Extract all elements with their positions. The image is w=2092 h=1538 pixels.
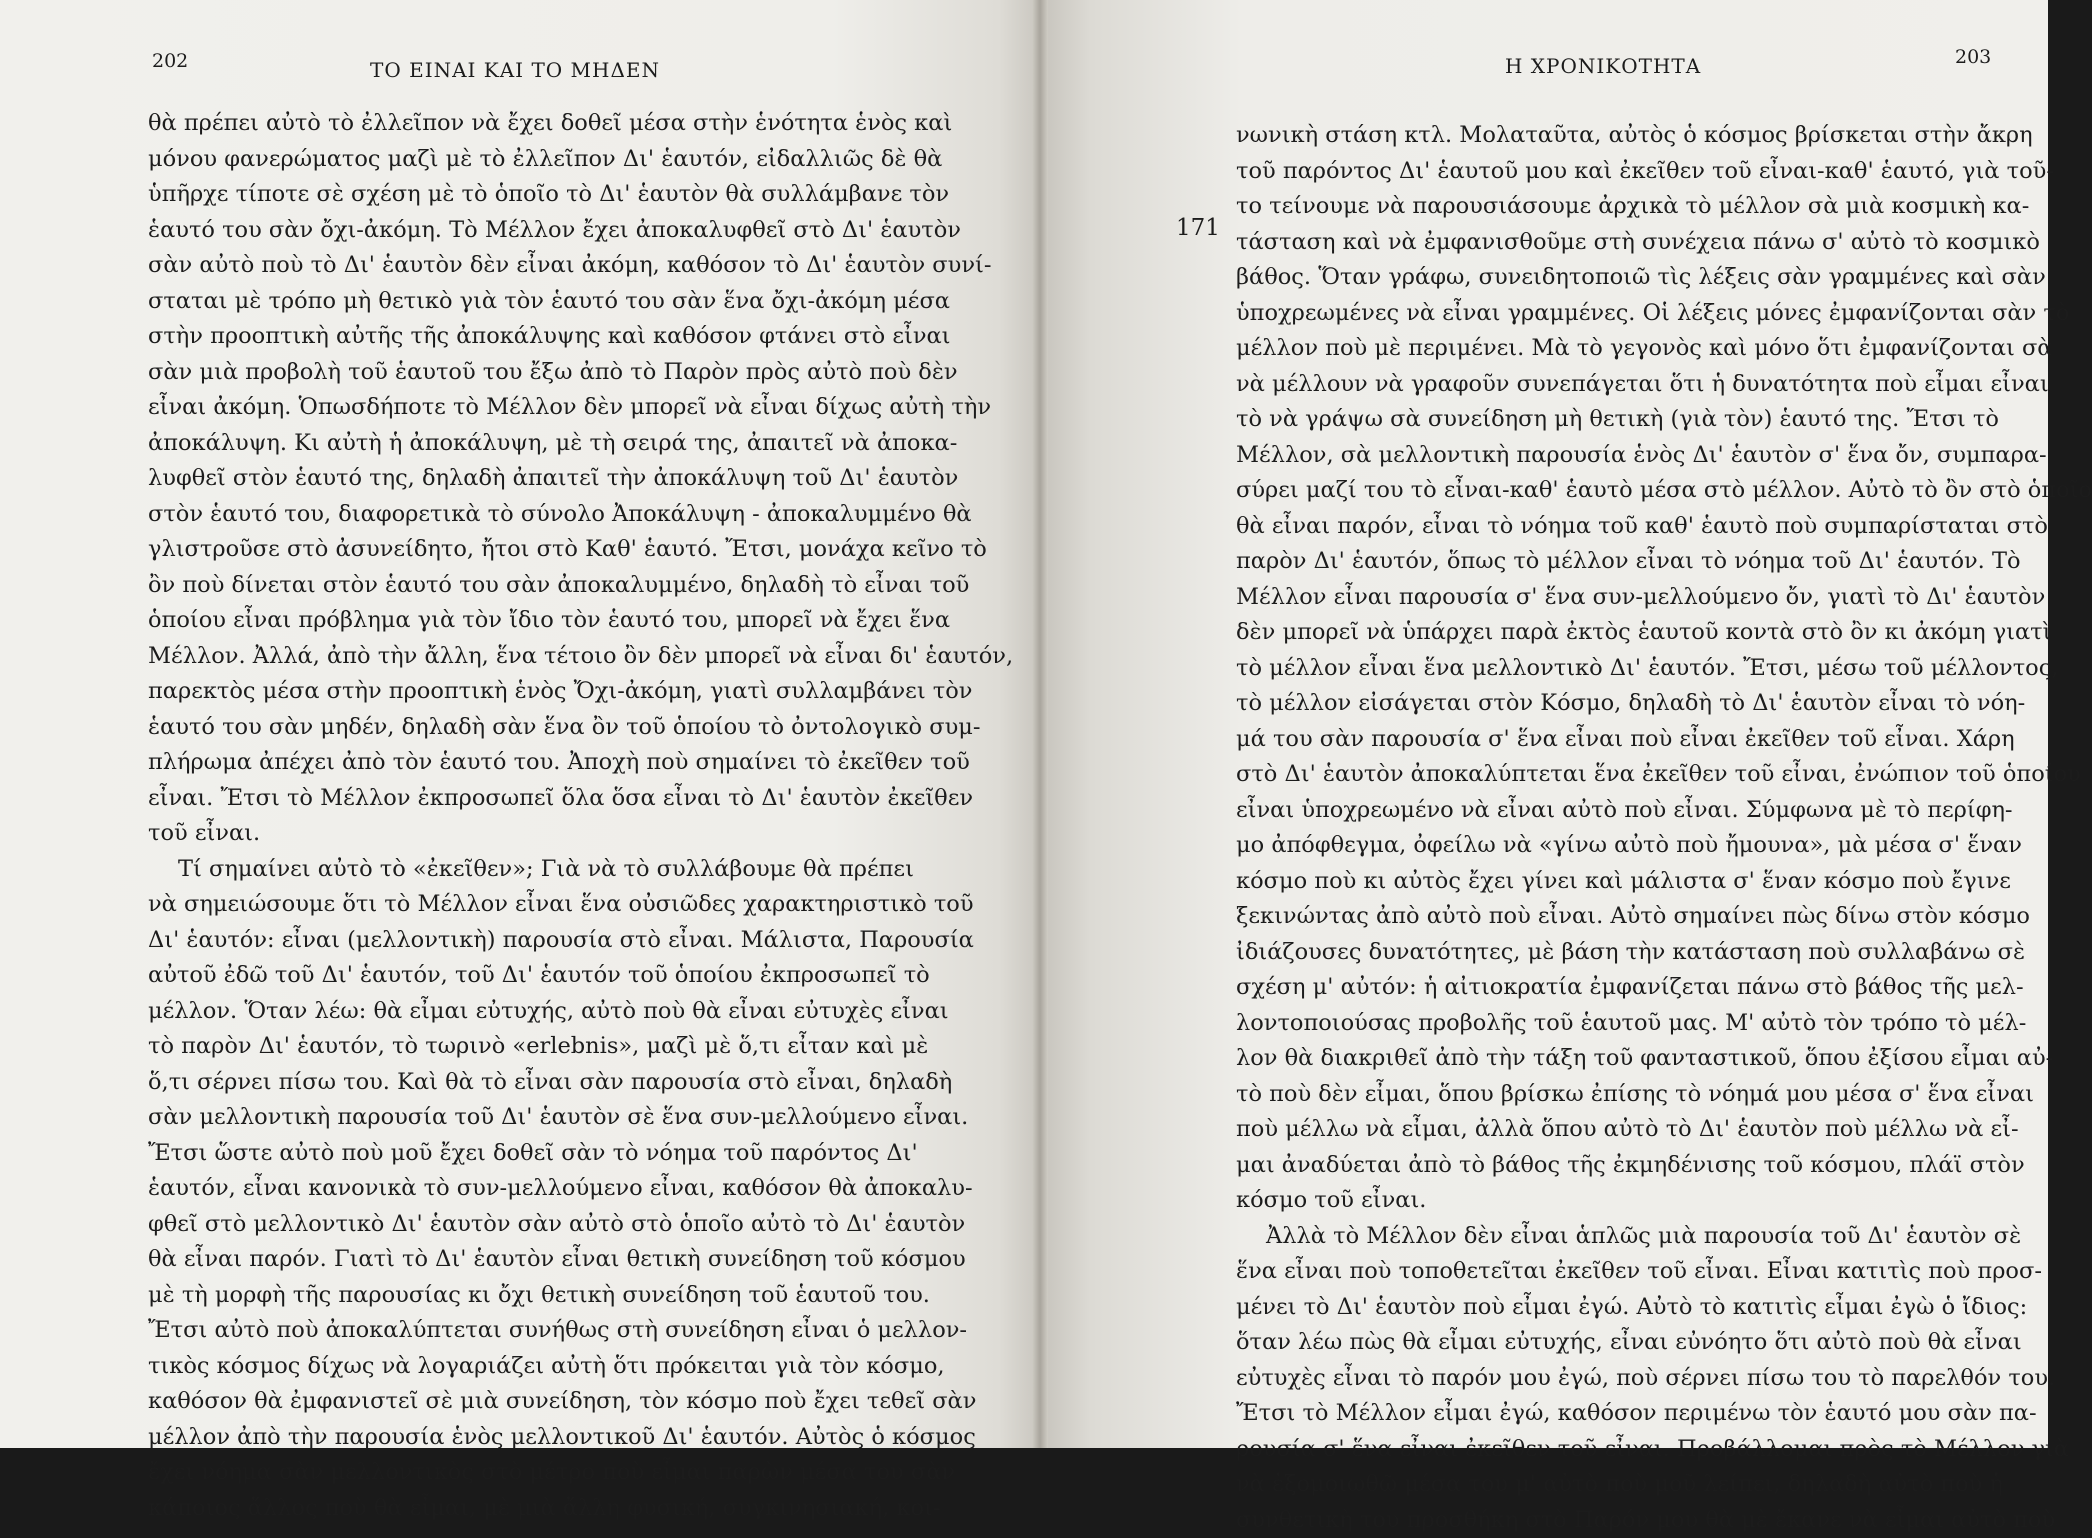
text-line: μά του σὰν παρουσία σ' ἕνα εἶναι ποὺ εἶναι ἐκεῖθεν τοῦ εἶναι. Χάρη bbox=[1236, 722, 2024, 758]
text-line: θὰ πρέπει αὐτὸ τὸ ἐλλεῖπον νὰ ἔχει δοθεῖ μέσα στὴν ἑνότητα ἑνὸς καὶ bbox=[148, 106, 918, 142]
text-line: ὅταν λέω πὼς θὰ εἶμαι εὐτυχής, εἶναι εὐνόητο ὅτι αὐτὸ ποὺ θὰ εἶναι bbox=[1236, 1325, 2024, 1361]
text-line: σταται μὲ τρόπο μὴ θετικὸ γιὰ τὸν ἑαυτό του σὰν ἕνα ὄχι-ἀκόμη μέσα bbox=[148, 284, 918, 320]
text-line: Μέλλον εἶναι παρουσία σ' ἕνα συν-μελλούμενο ὄν, γιατὶ τὸ Δι' ἑαυτὸν bbox=[1236, 580, 2024, 616]
text-line: τὸ μέλλον εἶναι ἕνα μελλοντικὸ Δι' ἑαυτόν. Ἔτσι, μέσω τοῦ μέλλοντος, bbox=[1236, 651, 2024, 687]
text-line: ἰδιάζουσες δυνατότητες, μὲ βάση τὴν κατάσταση ποὺ συλλαβάνω σὲ bbox=[1236, 935, 2024, 971]
text-line: τοῦ παρόντος Δι' ἑαυτοῦ μου καὶ ἐκεῖθεν τοῦ εἶναι-καθ' ἑαυτό, γιὰ τοῦ- bbox=[1236, 154, 2024, 190]
text-line: τὸ μέλλον εἰσάγεται στὸν Κόσμο, δηλαδὴ τὸ Δι' ἑαυτὸν εἶναι τὸ νόη- bbox=[1236, 686, 2024, 722]
text-line: νὰ ἐξομοιωθῶ μέσα του μ' αὐτὸ ποὺ μοῦ λείπει, δηλαδὴ αὐτὸ ποὺ ἡ bbox=[1236, 1467, 2024, 1503]
book-gutter bbox=[1032, 0, 1048, 1448]
text-line: σὰν μελλοντικὴ παρουσία τοῦ Δι' ἑαυτὸν σὲ ἕνα συν-μελλούμενο εἶναι. bbox=[148, 1100, 918, 1136]
text-line: εἶναι ὑποχρεωμένο νὰ εἶναι αὐτὸ ποὺ εἶναι. Σύμφωνα μὲ τὸ περίφη- bbox=[1236, 793, 2024, 829]
text-line: κάποιος ἄλλος ποὺ θὰ εἶμαι, μὲ μιὰ ἄλλη φυσική, συγκινησιακή, κοι- bbox=[148, 1491, 918, 1527]
text-line: σύρει μαζί του τὸ εἶναι-καθ' ἑαυτὸ μέσα στὸ μέλλον. Αὐτὸ τὸ ὂν στὸ ὁποῖο bbox=[1236, 473, 2024, 509]
text-line: τάσταση καὶ νὰ ἐμφανισθοῦμε στὴ συνέχεια πάνω σ' αὐτὸ τὸ κοσμικὸ bbox=[1236, 225, 2024, 261]
text-line: Ἔτσι τὸ Μέλλον εἶμαι ἐγώ, καθόσον περιμένω τὸν ἑαυτό μου σὰν πα- bbox=[1236, 1396, 2024, 1432]
text-line: μέλλον ἀπὸ τὴν παρουσία ἑνὸς μελλοντικοῦ Δι' ἑαυτόν. Αὐτὸς ὁ κόσμος bbox=[148, 1420, 918, 1456]
text-line: Ἔτσι αὐτὸ ποὺ ἀποκαλύπτεται συνήθως στὴ συνείδηση εἶναι ὁ μελλον- bbox=[148, 1313, 918, 1349]
text-line: Δι' ἑαυτόν: εἶναι (μελλοντικὴ) παρουσία στὸ εἶναι. Μάλιστα, Παρουσία bbox=[148, 923, 918, 959]
text-line: συνθετικὴ του προσθήκη στὸ Παρόν μου θὰ μὲ ἔκανε νὰ εἶμαι αὐτὸ ποὺ bbox=[1236, 1503, 2024, 1538]
text-line: ὅ,τι σέρνει πίσω του. Καὶ θὰ τὸ εἶναι σὰν παρουσία στὸ εἶναι, δηλαδὴ bbox=[148, 1065, 918, 1101]
text-line: Μέλλον. Ἀλλά, ἀπὸ τὴν ἄλλη, ἕνα τέτοιο ὂν δὲν μπορεῖ νὰ εἶναι δι' ἑαυτόν, bbox=[148, 639, 918, 675]
margin-page-reference: 171 bbox=[1176, 215, 1220, 241]
text-line: τὸ νὰ γράψω σὰ συνείδηση μὴ θετικὴ (γιὰ τὸν) ἑαυτό της. Ἔτσι τὸ bbox=[1236, 402, 2024, 438]
text-line: ἑαυτό του σὰν μηδέν, δηλαδὴ σὰν ἕνα ὂν τοῦ ὁποίου τὸ ὀντολογικὸ συμ- bbox=[148, 710, 918, 746]
text-line: ἑαυτό του σὰν ὄχι-ἀκόμη. Τὸ Μέλλον ἔχει ἀποκαλυφθεῖ στὸ Δι' ἑαυτὸν bbox=[148, 213, 918, 249]
text-line: νὰ σημειώσουμε ὅτι τὸ Μέλλον εἶναι ἕνα οὐσιῶδες χαρακτηριστικὸ τοῦ bbox=[148, 887, 918, 923]
text-line: μέλλον. Ὅταν λέω: θὰ εἶμαι εὐτυχής, αὐτὸ ποὺ θὰ εἶναι εὐτυχὲς εἶναι bbox=[148, 994, 918, 1030]
text-line: κόσμο ποὺ κι αὐτὸς ἔχει γίνει καὶ μάλιστα σ' ἕναν κόσμο ποὺ ἔγινε bbox=[1236, 864, 2024, 900]
text-line: ὑποχρεωμένες νὰ εἶναι γραμμένες. Οἱ λέξεις μόνες ἐμφανίζονται σὰν τὸ bbox=[1236, 296, 2024, 332]
text-line: μο ἀπόφθεγμα, ὀφείλω νὰ «γίνω αὐτὸ ποὺ ἤμουνα», μὰ μέσα σ' ἕναν bbox=[1236, 828, 2024, 864]
text-line: βάθος. Ὅταν γράφω, συνειδητοποιῶ τὶς λέξεις σὰν γραμμένες καὶ σὰν bbox=[1236, 260, 2024, 296]
text-line: δὲν μπορεῖ νὰ ὑπάρχει παρὰ ἐκτὸς ἑαυτοῦ κοντὰ στὸ ὂν κι ἀκόμη γιατὶ bbox=[1236, 615, 2024, 651]
text-line: το τείνουμε νὰ παρουσιάσουμε ἀρχικὰ τὸ μέλλον σὰ μιὰ κοσμικὴ κα- bbox=[1236, 189, 2024, 225]
text-line: ξεκινώντας ἀπὸ αὐτὸ ποὺ εἶναι. Αὐτὸ σημαίνει πὼς δίνω στὸν κόσμο bbox=[1236, 899, 2024, 935]
text-line: σχέση μ' αὐτόν: ἡ αἰτιοκρατία ἐμφανίζεται πάνω στὸ βάθος τῆς μελ- bbox=[1236, 970, 2024, 1006]
text-line: ὁποίου εἶναι πρόβλημα γιὰ τὸν ἴδιο τὸν ἑαυτό του, μπορεῖ νὰ ἔχει ἕνα bbox=[148, 603, 918, 639]
text-line: μόνου φανερώματος μαζὶ μὲ τὸ ἐλλεῖπον Δι' ἑαυτόν, εἰδαλλιῶς δὲ θὰ bbox=[148, 142, 918, 178]
text-line: θὰ εἶναι παρόν. Γιατὶ τὸ Δι' ἑαυτὸν εἶναι θετικὴ συνείδηση τοῦ κόσμου bbox=[148, 1242, 918, 1278]
text-line: εἶναι. Ἔτσι τὸ Μέλλον ἐκπροσωπεῖ ὅλα ὅσα εἶναι τὸ Δι' ἑαυτὸν ἐκεῖθεν bbox=[148, 781, 918, 817]
text-line: Ἀλλὰ τὸ Μέλλον δὲν εἶναι ἁπλῶς μιὰ παρουσία τοῦ Δι' ἑαυτὸν σὲ bbox=[1236, 1219, 2024, 1255]
text-line: παρὸν Δι' ἑαυτόν, ὅπως τὸ μέλλον εἶναι τὸ νόημα τοῦ Δι' ἑαυτόν. Τὸ bbox=[1236, 544, 2024, 580]
text-line: παρεκτὸς μέσα στὴν προοπτικὴ ἑνὸς Ὄχι-ἀκόμη, γιατὶ συλλαμβάνει τὸν bbox=[148, 674, 918, 710]
text-line: καθόσον θὰ ἐμφανιστεῖ σὲ μιὰ συνείδηση, τὸν κόσμο ποὺ ἔχει τεθεῖ σὰν bbox=[148, 1384, 918, 1420]
text-line: Μέλλον, σὰ μελλοντικὴ παρουσία ἑνὸς Δι' ἑαυτὸν σ' ἕνα ὄν, συμπαρα- bbox=[1236, 438, 2024, 474]
text-line: φθεῖ στὸ μελλοντικὸ Δι' ἑαυτὸν σὰν αὐτὸ στὸ ὁποῖο αὐτὸ τὸ Δι' ἑαυτὸν bbox=[148, 1207, 918, 1243]
text-line: εἶναι ἀκόμη. Ὁπωσδήποτε τὸ Μέλλον δὲν μπορεῖ νὰ εἶναι δίχως αὐτὴ τὴν bbox=[148, 390, 918, 426]
right-page-number: 203 bbox=[1955, 46, 2048, 68]
text-line: λυφθεῖ στὸν ἑαυτό της, δηλαδὴ ἀπαιτεῖ τὴν ἀποκάλυψη τοῦ Δι' ἑαυτὸν bbox=[148, 461, 918, 497]
text-line: λοντοποιούσας προβολῆς τοῦ ἑαυτοῦ μας. Μ' αὐτὸ τὸν τρόπο τὸ μέλ- bbox=[1236, 1006, 2024, 1042]
text-line: εὐτυχὲς εἶναι τὸ παρόν μου ἐγώ, ποὺ σέρνει πίσω του τὸ παρελθόν του. bbox=[1236, 1361, 2024, 1397]
text-line: λον θὰ διακριθεῖ ἀπὸ τὴν τάξη τοῦ φανταστικοῦ, ὅπου ἐξίσου εἶμαι αὐ- bbox=[1236, 1041, 2024, 1077]
text-line: στὸν ἑαυτό του, διαφορετικὰ τὸ σύνολο Ἀποκάλυψη - ἀποκαλυμμένο θὰ bbox=[148, 497, 918, 533]
right-text-block bbox=[1236, 118, 2024, 1538]
text-line: ἑαυτόν, εἶναι κανονικὰ τὸ συν-μελλούμενο εἶναι, καθόσον θὰ ἀποκαλυ- bbox=[148, 1171, 918, 1207]
right-page bbox=[1040, 0, 2048, 1448]
text-line: αὐτοῦ ἐδῶ τοῦ Δι' ἑαυτόν, τοῦ Δι' ἑαυτόν τοῦ ὁποίου ἐκπροσωπεῖ τὸ bbox=[148, 958, 918, 994]
text-line: κόσμο τοῦ εἶναι. bbox=[1236, 1183, 2024, 1219]
text-line: τοῦ εἶναι. bbox=[148, 816, 918, 852]
text-line: τὸ ποὺ δὲν εἶμαι, ὅπου βρίσκω ἐπίσης τὸ νόημά μου μέσα σ' ἕνα εἶναι bbox=[1236, 1077, 2024, 1113]
text-line: τικὸς κόσμος δίχως νὰ λογαριάζει αὐτὴ ὅτι πρόκειται γιὰ τὸν κόσμο, bbox=[148, 1349, 918, 1385]
text-line: γλιστροῦσε στὸ ἀσυνείδητο, ἤτοι στὸ Καθ' ἑαυτό. Ἔτσι, μονάχα κεῖνο τὸ bbox=[148, 532, 918, 568]
left-text-block bbox=[148, 106, 918, 1526]
text-line: στὴν προοπτικὴ αὐτῆς τῆς ἀποκάλυψης καὶ καθόσον φτάνει στὸ εἶναι bbox=[148, 319, 918, 355]
text-line: στὸ Δι' ἑαυτὸν ἀποκαλύπτεται ἕνα ἐκεῖθεν τοῦ εἶναι, ἐνώπιον τοῦ ὁποίου bbox=[1236, 757, 2024, 793]
text-line: τὸ παρὸν Δι' ἑαυτόν, τὸ τωρινὸ «erlebnis», μαζὶ μὲ ὅ,τι εἶταν καὶ μὲ bbox=[148, 1029, 918, 1065]
text-line: μέλλον ποὺ μὲ περιμένει. Μὰ τὸ γεγονὸς καὶ μόνο ὅτι ἐμφανίζονται σὰ bbox=[1236, 331, 2024, 367]
text-line: Τί σημαίνει αὐτὸ τὸ «ἐκεῖθεν»; Γιὰ νὰ τὸ συλλάβουμε θὰ πρέπει bbox=[148, 852, 918, 888]
text-line: ὂν ποὺ δίνεται στὸν ἑαυτό του σὰν ἀποκαλυμμένο, δηλαδὴ τὸ εἶναι τοῦ bbox=[148, 568, 918, 604]
text-line: ὑπῆρχε τίποτε σὲ σχέση μὲ τὸ ὁποῖο τὸ Δι' ἑαυτὸν θὰ συλλάμβανε τὸν bbox=[148, 177, 918, 213]
text-line: ἀποκάλυψη. Κι αὐτὴ ἡ ἀποκάλυψη, μὲ τὴ σειρά της, ἀπαιτεῖ νὰ ἀποκα- bbox=[148, 426, 918, 462]
left-page-number: 202 bbox=[152, 50, 188, 72]
text-line: Ἔτσι ὥστε αὐτὸ ποὺ μοῦ ἔχει δοθεῖ σὰν τὸ νόημα τοῦ παρόντος Δι' bbox=[148, 1136, 918, 1172]
text-line: σὰν αὐτὸ ποὺ τὸ Δι' ἑαυτὸν δὲν εἶναι ἀκόμη, καθόσον τὸ Δι' ἑαυτὸν συνί- bbox=[148, 248, 918, 284]
text-line: ρουσία σ' ἕνα εἶναι ἐκεῖθεν τοῦ εἶναι. Προβάλλομαι πρὸς τὸ Μέλλον γιὰ bbox=[1236, 1432, 2024, 1468]
text-line: μὲ τὴ μορφὴ τῆς παρουσίας κι ὄχι θετικὴ συνείδηση τοῦ ἑαυτοῦ του. bbox=[148, 1278, 918, 1314]
text-line: ἔχει νόημα σὰν μελλοντικὸς στὸ μέτρο ποὺ εἶμαι παρὼν μέσα του σὰν bbox=[148, 1455, 918, 1491]
text-line: μαι ἀναδύεται ἀπὸ τὸ βάθος τῆς ἐκμηδένισης τοῦ κόσμου, πλάϊ στὸν bbox=[1236, 1148, 2024, 1184]
right-running-head: Η ΧΡΟΝΙΚΟΤΗΤΑ bbox=[1505, 54, 1701, 78]
text-line: θὰ εἶναι παρόν, εἶναι τὸ νόημα τοῦ καθ' ἑαυτὸ ποὺ συμπαρίσταται στὸ bbox=[1236, 509, 2024, 545]
left-running-head: ΤΟ ΕΙΝΑΙ ΚΑΙ ΤΟ ΜΗΔΕΝ bbox=[370, 58, 660, 82]
text-line: μένει τὸ Δι' ἑαυτὸν ποὺ εἶμαι ἐγώ. Αὐτὸ τὸ κατιτὶς εἶμαι ἐγὼ ὁ ἴδιος: bbox=[1236, 1290, 2024, 1326]
text-line: νωνικὴ στάση κτλ. Μολαταῦτα, αὐτὸς ὁ κόσμος βρίσκεται στὴν ἄκρη bbox=[1236, 118, 2024, 154]
text-line: ἕνα εἶναι ποὺ τοποθετεῖται ἐκεῖθεν τοῦ εἶναι. Εἶναι κατιτὶς ποὺ προσ- bbox=[1236, 1254, 2024, 1290]
text-line: ποὺ μέλλω νὰ εἶμαι, ἀλλὰ ὅπου αὐτὸ τὸ Δι' ἑαυτὸν ποὺ μέλλω νὰ εἶ- bbox=[1236, 1112, 2024, 1148]
left-page bbox=[0, 0, 1040, 1448]
text-line: νὰ μέλλουν νὰ γραφοῦν συνεπάγεται ὅτι ἡ δυνατότητα ποὺ εἶμαι εἶναι bbox=[1236, 367, 2024, 403]
text-line: πλήρωμα ἀπέχει ἀπὸ τὸν ἑαυτό του. Ἀποχὴ ποὺ σημαίνει τὸ ἐκεῖθεν τοῦ bbox=[148, 745, 918, 781]
text-line: σὰν μιὰ προβολὴ τοῦ ἑαυτοῦ του ἔξω ἀπὸ τὸ Παρὸν πρὸς αὐτὸ ποὺ δὲν bbox=[148, 355, 918, 391]
